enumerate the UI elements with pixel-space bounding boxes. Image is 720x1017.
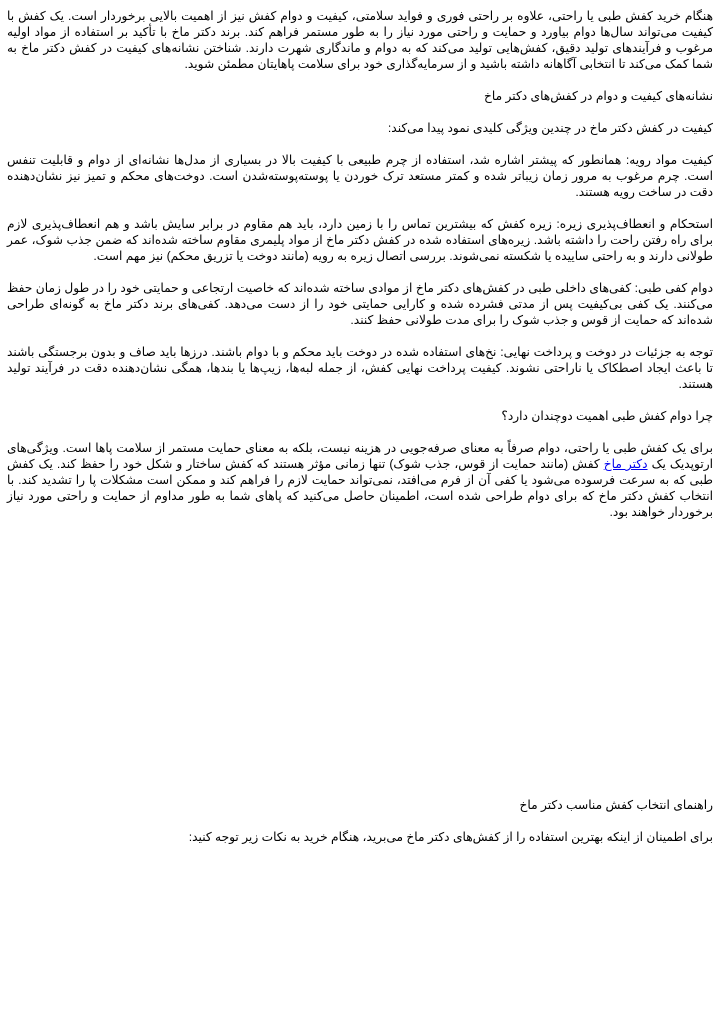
quality-heading: نشانه‌های کیفیت و دوام در کفش‌های دکتر ماخ bbox=[484, 89, 713, 103]
guide-heading: راهنمای انتخاب کفش مناسب دکتر ماخ bbox=[519, 798, 713, 812]
article-upper-section bbox=[7, 8, 713, 536]
materials-paragraph: کیفیت مواد رویه: همانطور که پیشتر اشاره شد، استفاده از چرم طبیعی با کیفیت بالا در بسیاری از مدل‌ها نشانه‌ای از دوام و قابلیت تنفس است. چرم مرغوب به مرور زمان زیباتر شده و کمتر مستعد ترک خوردن یا پوسته‌پوسته‌شدن است. دوخت‌های محکم و تمیز نیز نشان‌دهنده دقت در ساخت رویه هستند. bbox=[7, 153, 713, 199]
intro-paragraph: هنگام خرید کفش طبی یا راحتی، علاوه بر راحتی فوری و فواید سلامتی، کیفیت و دوام کفش نیز از اهمیت بالایی برخوردار است. یک کفش با کیفیت می‌تواند سال‌ها دوام بیاورد و حمایت و راحتی مورد نیاز را به طور مستمر فراهم کند. برند دکتر ماخ با تأکید بر استفاده از مواد اولیه مرغوب و فرآیندهای تولید دقیق، کفش‌هایی تولید می‌کند که به دوام و ماندگاری شهرت دارند. شناختن نشانه‌های کیفیت در کفش دکتر ماخ به شما کمک می‌کند تا انتخابی آگاهانه داشته باشید و از سرمایه‌گذاری خود برای سلامت پاهایتان مطمئن شوید. bbox=[7, 9, 713, 71]
sole-paragraph: استحکام و انعطاف‌پذیری زیره: زیره کفش که بیشترین تماس را با زمین دارد، باید هم مقاوم در برابر سایش باشد و هم انعطاف‌پذیری لازم برای راه رفتن راحت را داشته باشد. زیره‌های استفاده شده در کفش دکتر ماخ از مواد پلیمری مقاوم ساخته شده‌اند که ضمن جذب شوک، عمر طولانی دارند و به راحتی ساییده یا شکسته نمی‌شوند. بررسی اتصال زیره به رویه (مانند دوخت یا تزریق محکم) نیز مهم است. bbox=[7, 217, 713, 263]
why-text-before-link: برای یک کفش طبی یا راحتی، دوام صرفاً به معنای صرفه‌جویی در هزینه نیست، بلکه به معنای حمایت مستمر از سلامت پاها است. ویژگی‌های ارتوپدیک یک bbox=[7, 441, 713, 471]
quality-lead: کیفیت در کفش دکتر ماخ در چندین ویژگی کلیدی نمود پیدا می‌کند: bbox=[387, 121, 713, 135]
finish-paragraph: توجه به جزئیات در دوخت و پرداخت نهایی: نخ‌های استفاده شده در دوخت باید محکم و با دوام باشند. درزها باید صاف و بدون برجستگی باشند تا باعث ایجاد اصطکاک یا ناراحتی نشوند. کیفیت پرداخت نهایی کفش، از جمله لبه‌ها، زیپ‌ها یا بندها، همگی نشان‌دهنده دقت در فرآیند تولید هستند. bbox=[7, 345, 713, 391]
dr-mach-link[interactable]: دکتر ماخ bbox=[603, 457, 648, 471]
why-text-after-link: کفش (مانند حمایت از قوس، جذب شوک) تنها زمانی مؤثر هستند که کفش ساختار و شکل خود را حفظ کند. یک کفش طبی که به سرعت فرسوده می‌شود یا کفی آن از فرم می‌افتد، نمی‌تواند حمایت لازم را فراهم کند و ممکن است مشکلات پا را تشدید کند. با انتخاب کفش دکتر ماخ که برای دوام طراحی شده است، اطمینان حاصل می‌کنید که پاهای شما به طور مداوم از حمایت و راحتی مورد نیاز برخوردار خواهند بود. bbox=[7, 457, 713, 519]
why-durability-heading: چرا دوام کفش طبی اهمیت دوچندان دارد؟ bbox=[501, 409, 713, 423]
article-lower-section bbox=[7, 797, 713, 861]
insole-paragraph: دوام کفی طبی: کفی‌های داخلی طبی در کفش‌های دکتر ماخ از موادی ساخته شده‌اند که خاصیت ارتجاعی و حمایتی خود را در طول زمان حفظ می‌کنند. یک کفی بی‌کیفیت پس از مدتی فشرده شده و کارایی حمایتی خود را از دست می‌دهد. کفی‌های برند دکتر ماخ به گونه‌ای طراحی شده‌اند که حمایت از قوس و جذب شوک را برای مدت طولانی حفظ کنند. bbox=[7, 281, 713, 327]
why-durability-paragraph bbox=[7, 440, 713, 520]
guide-lead: برای اطمینان از اینکه بهترین استفاده را از کفش‌های دکتر ماخ می‌برید، هنگام خرید به نکات زیر توجه کنید: bbox=[188, 830, 713, 844]
